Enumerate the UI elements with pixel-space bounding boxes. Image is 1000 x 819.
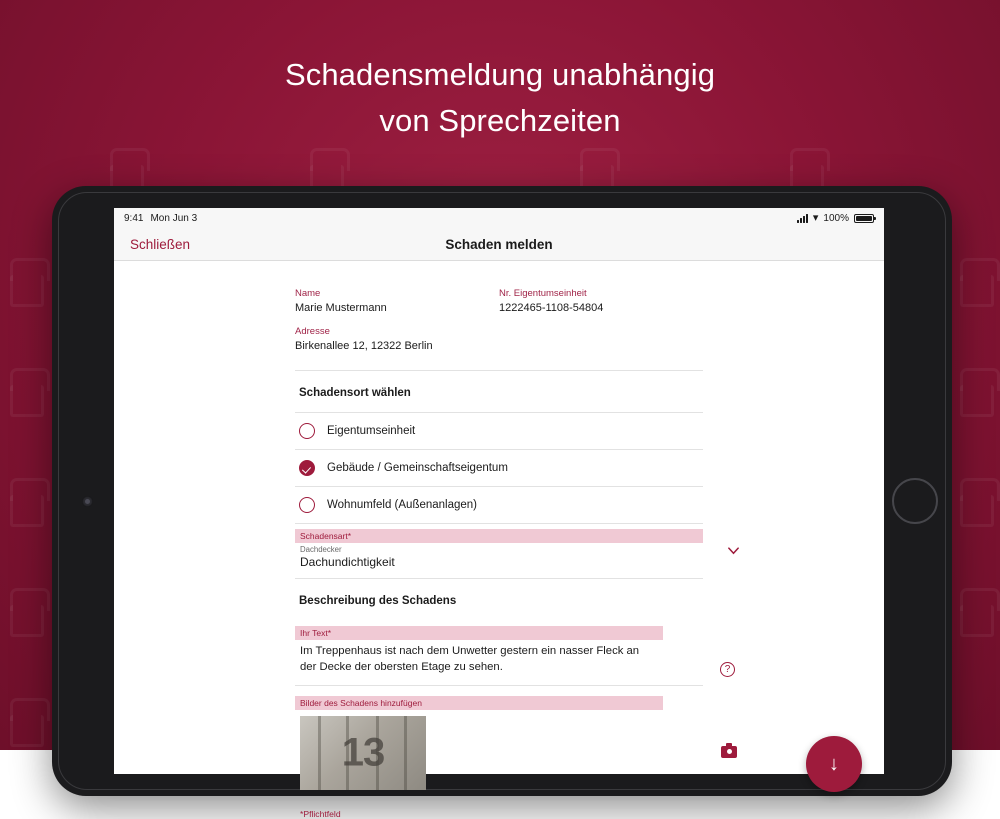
front-camera-icon <box>82 496 93 507</box>
radio-label: Wohnumfeld (Außenanlagen) <box>327 499 478 511</box>
damage-type-category: Dachdecker <box>300 545 342 554</box>
promo-headline-line1: Schadensmeldung unabhängig <box>284 57 716 92</box>
status-date: Mon Jun 3 <box>150 212 198 224</box>
owner-info-block <box>295 287 703 371</box>
description-label: Ihr Text* <box>295 626 663 640</box>
photos-label: Bilder des Schadens hinzufügen <box>295 696 663 710</box>
radio-icon[interactable] <box>299 423 315 439</box>
camera-icon[interactable] <box>721 746 737 758</box>
address-value: Birkenallee 12, 12322 Berlin <box>295 340 433 352</box>
photo-thumbnail[interactable] <box>300 716 426 790</box>
radio-checked-icon[interactable] <box>299 460 315 476</box>
battery-icon <box>854 214 874 223</box>
radio-icon[interactable] <box>299 497 315 513</box>
radio-label: Gebäude / Gemeinschaftseigentum <box>327 462 508 474</box>
wifi-icon: ▾ <box>812 211 819 224</box>
chevron-down-icon[interactable] <box>726 543 739 556</box>
radio-option-gebaeude[interactable] <box>295 450 703 487</box>
description-section-title: Beschreibung des Schadens <box>299 595 457 607</box>
navigation-bar <box>114 228 884 261</box>
form-content <box>114 261 884 819</box>
required-field-note: *Pflichtfeld <box>300 809 341 819</box>
photo-thumbnail-caption: 13 <box>341 730 385 775</box>
form-sheet <box>295 287 731 819</box>
scroll-down-fab[interactable] <box>806 736 862 792</box>
location-section-title: Schadensort wählen <box>295 371 703 413</box>
radio-option-wohnumfeld[interactable] <box>295 487 703 524</box>
question-mark-icon[interactable]: ? <box>720 662 735 677</box>
tablet-device <box>52 186 952 819</box>
radio-option-eigentumseinheit[interactable] <box>295 413 703 450</box>
signal-bars-icon <box>797 214 808 223</box>
unit-label: Nr. Eigentumseinheit <box>499 288 587 299</box>
name-label: Name <box>295 288 321 299</box>
owner-name-column <box>295 287 499 354</box>
device-screen <box>114 208 884 819</box>
damage-type-value: Dachundichtigkeit <box>300 555 395 569</box>
description-input[interactable] <box>295 626 731 686</box>
unit-value: 1222465-1108-54804 <box>499 302 604 314</box>
damage-type-select[interactable] <box>295 529 703 579</box>
page-title: Schaden melden <box>445 236 553 252</box>
status-bar <box>114 208 884 228</box>
owner-unit-column <box>499 287 703 354</box>
address-label: Adresse <box>295 326 330 337</box>
promo-headline <box>0 52 1000 144</box>
description-value: Im Treppenhaus ist nach dem Unwetter gestern ein nasser Fleck an der Decke der obersten Etage zu sehen. <box>300 645 640 673</box>
close-button[interactable]: Schließen <box>130 236 191 252</box>
battery-percent-label: 100% <box>823 212 849 224</box>
promo-headline-line2: von Sprechzeiten <box>379 103 621 138</box>
name-value: Marie Mustermann <box>295 302 387 314</box>
radio-label: Eigentumseinheit <box>327 425 416 437</box>
photos-upload-block[interactable] <box>295 696 703 800</box>
home-button[interactable] <box>892 478 938 524</box>
arrow-down-icon: ↓ <box>829 752 839 775</box>
status-time: 9:41 <box>124 212 144 224</box>
damage-type-label: Schadensart* <box>295 529 703 543</box>
